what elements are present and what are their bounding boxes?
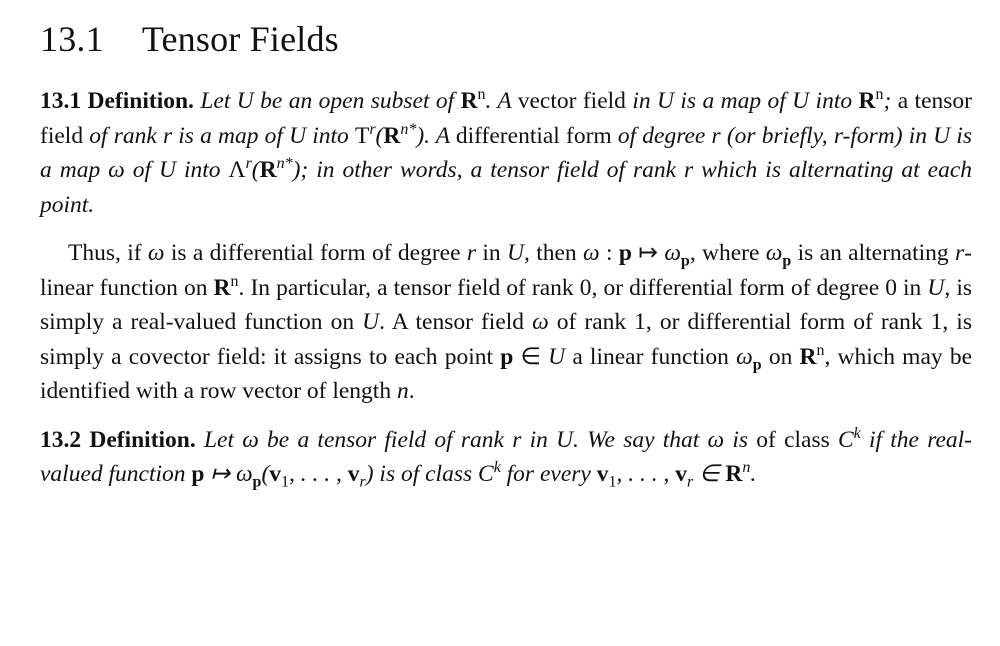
- section-number: 13.1: [40, 19, 104, 59]
- section-title: Tensor Fields: [141, 19, 339, 59]
- definition-13-1: 13.1 Definition. Let U be an open subset of $R^n$. A vector field in U is a map of U into $R^n$; a tensor field of rank r is a map of U into $T^r(R^{n*})$. A differential form of degree r (or briefly, r-form) in U is a map ω of U into $\Lambda^r(R^{n*})$; in other words, a tensor field of rank r which is alternating at each point.: [40, 86, 972, 218]
- definition-label: 13.2 Definition.: [40, 426, 196, 453]
- paragraph-text: Thus, if ω is a differential form of degree r in U, then ω : p ↦ $\omega_p$, where $\omega_p$ is an alternating r-linear function on $R^n$. In particular, a tensor field of rank 0, or differential form of degree 0 in U, is simply a real-valued function on U. A tensor field ω of rank 1, or differential form of rank 1, is simply a covector field: it assigns to each point p ∈ U a linear function $\omega_p$ on $R^n$, which may be identified with a row vector of length n.: [40, 240, 973, 404]
- definition-label: 13.1 Definition.: [40, 88, 194, 114]
- section-heading: [40, 18, 972, 60]
- definition-13-2: 13.2 Definition. Let ω be a tensor field of rank r in U. We say that ω is of class $C^k$ if the real-valued function p ↦ $\omega_p(v_1$, . . . , $v_r$) is of class $C^k$ for every $v_1$, . . . , $v_r$ ∈ $R^n$.: [40, 424, 972, 491]
